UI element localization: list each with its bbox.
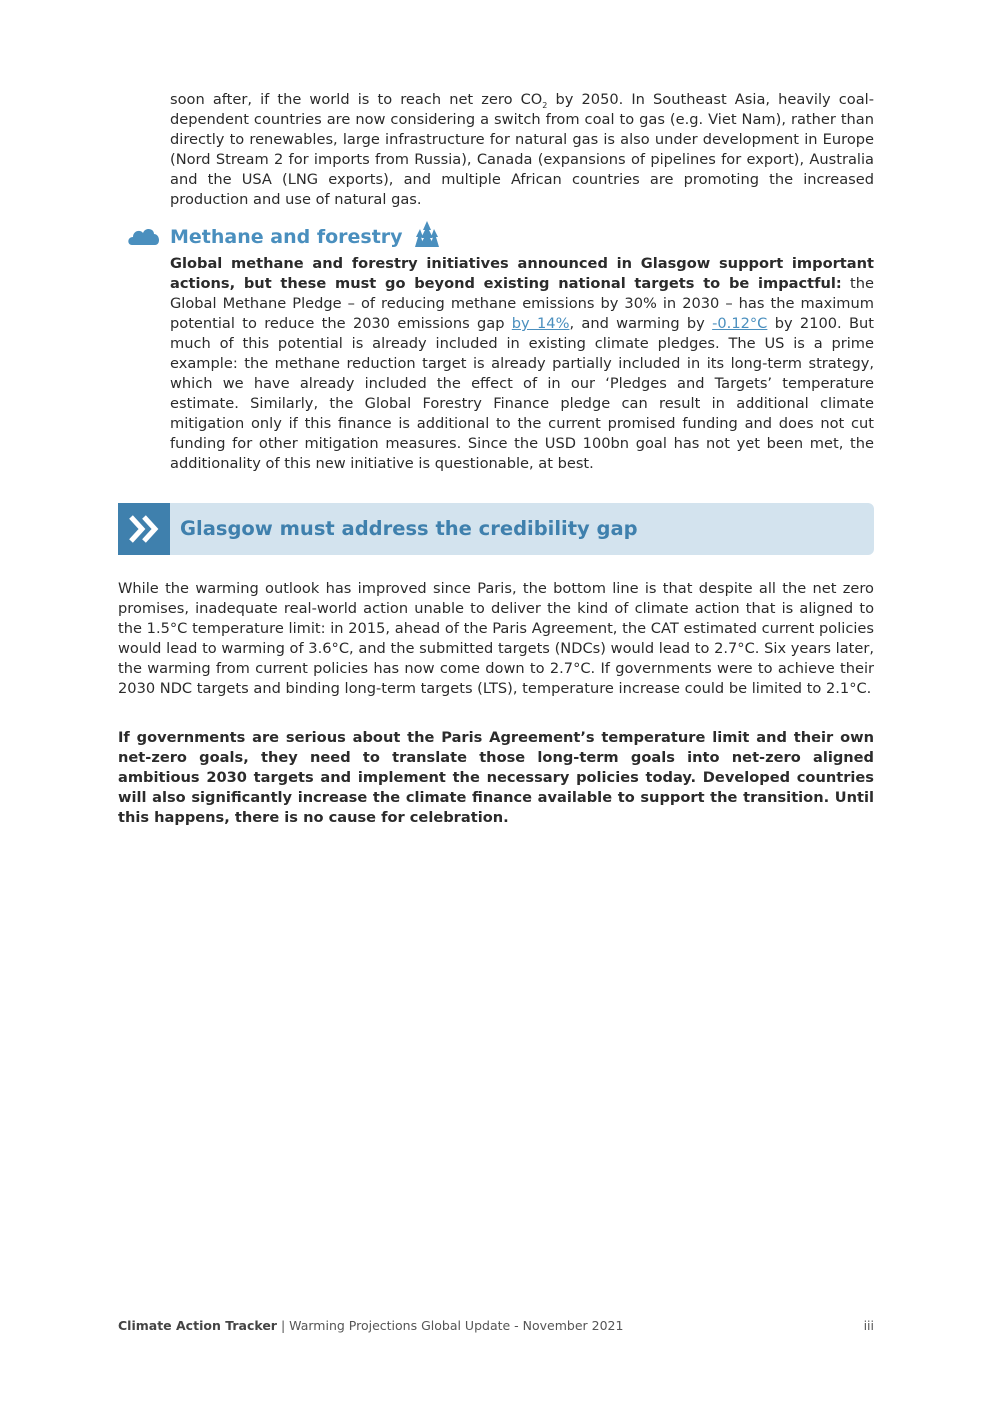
emissions-gap-link[interactable]: by 14% [511,315,570,332]
methane-lead: Global methane and forestry initiatives announced in Glasgow support important actions, but these must go beyond existing national targets to be impactful: [170,255,874,292]
double-chevron-icon [118,503,170,555]
body-paragraph-2: If governments are serious about the Paris Agreement’s temperature limit and their own net-zero goals, they need to translate those long-term goals into net-zero aligned ambitious 2030 targets and implement the necessary policies today. Developed countries will also significantly increase the climate finance available to support the transition. Until this happens, there is no cause for celebration. [118,729,874,826]
footer-doc-title: Warming Projections Global Update - November 2021 [289,1318,624,1333]
body-paragraph-1: While the warming outlook has improved since Paris, the bottom line is that despite all the net zero promises, inadequate real-world action unable to deliver the kind of climate action that is aligned to the 1.5°C temperature limit: in 2015, ahead of the Paris Agreement, the CAT estimated current policies would lead to warming of 3.6°C, and the submitted targets (NDCs) would lead to 2.7°C. Six years later, the warming from current policies has now come down to 2.7°C. If governments were to achieve their 2030 NDC targets and binding long-term targets (LTS), temperature increase could be limited to 2.1°C. [118,580,874,697]
intro-text-1: soon after, if the world is to reach net zero CO [170,91,543,108]
forest-icon [415,220,439,254]
section-banner [118,503,874,555]
page-number: iii [863,1318,874,1333]
warming-link[interactable]: -0.12°C [712,315,768,332]
intro-text-2: by 2050. In Southeast Asia, heavily coal-dependent countries are now considering a switch from coal to gas (e.g. Viet Nam), rather than directly to renewables, large infrastructure for natural gas is also under development in Europe (Nord Stream 2 for imports from Russia), Canada (expansions of pipelines for export), Australia and the USA (LNG exports), and multiple African countries are promoting the increased production and use of natural gas. [170,91,874,208]
page-footer [118,1318,874,1333]
methane-text-3: by 2100. But much of this potential is already included in existing climate pledges. The US is a prime example: the methane reduction target is already partially included in its long-term strategy, which we have already included the effect of in our ‘Pledges and Targets’ temperature estimate. Similarly, the Global Forestry Finance pledge can result in additional climate mitigation only if this finance is additional to the current promised funding and does not cut funding for other mitigation measures. Since the USD 100bn goal has not yet been met, the additionality of this new initiative is questionable, at best. [170,315,874,472]
methane-text-1: the Global Methane Pledge – of reducing methane emissions by 30% in 2030 – has the maximum potential to reduce the 2030 emissions gap [170,275,874,332]
footer-separator: | [276,1318,290,1333]
methane-title: Methane and forestry [170,226,403,248]
co2-subscript: 2 [542,100,548,110]
cloud-icon [127,223,161,251]
section-title: Glasgow must address the credibility gap [180,517,638,540]
intro-paragraph [170,90,874,210]
methane-text-2: , and warming by [569,315,713,332]
footer-left [118,1318,623,1333]
footer-brand: Climate Action Tracker [118,1318,277,1333]
methane-heading [127,220,439,254]
methane-paragraph [170,254,874,474]
